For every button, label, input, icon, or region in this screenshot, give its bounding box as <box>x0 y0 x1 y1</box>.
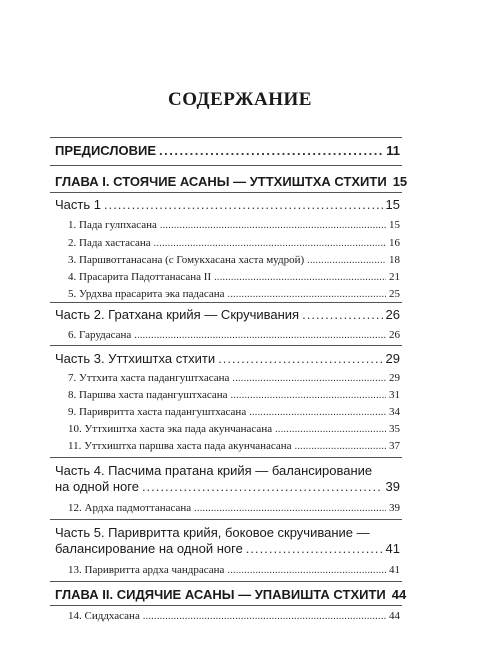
toc-item[interactable] <box>68 329 400 341</box>
toc-title: 7. Уттхита хаста падангуштхасана <box>68 372 230 384</box>
toc-page: 15 <box>385 197 400 212</box>
toc-part-4-line1: Часть 4. Пасчима пратана крийя — балансирование <box>55 463 373 478</box>
toc-title: 3. Паршвоттанасана (с Гомукхасана хаста мудрой) <box>68 254 305 266</box>
toc-item[interactable] <box>68 254 400 266</box>
toc-item[interactable] <box>68 372 400 384</box>
toc-title: 2. Пада хастасана <box>68 237 151 249</box>
toc-page: 25 <box>389 288 400 300</box>
toc-page: 41 <box>385 541 400 556</box>
leader-dots <box>246 541 383 556</box>
leader-dots <box>302 307 382 322</box>
toc-part-5[interactable] <box>55 541 400 556</box>
toc-item[interactable] <box>68 564 400 576</box>
toc-title: 9. Паривритта хаста падангуштхасана <box>68 406 247 418</box>
toc-title: Часть 3. Уттхиштха стхити <box>55 351 216 366</box>
toc-page: 44 <box>389 610 400 622</box>
toc-part-1[interactable] <box>55 197 400 212</box>
leader-dots <box>214 272 386 283</box>
toc-title: 1. Пада гулпхасана <box>68 219 157 231</box>
toc-title: ГЛАВА II. СИДЯЧИЕ АСАНЫ — УПАВИШТА СТХИТИ <box>55 587 386 602</box>
toc-title: 13. Паривритта ардха чандрасана <box>68 564 225 576</box>
divider <box>50 581 402 582</box>
leader-dots <box>228 289 386 300</box>
toc-chapter-1[interactable] <box>55 174 408 189</box>
toc-title: на одной ноге <box>55 479 139 494</box>
toc-page: 29 <box>389 372 400 384</box>
toc-item[interactable] <box>68 440 400 452</box>
toc-page: 26 <box>389 329 400 341</box>
divider <box>50 519 402 520</box>
toc-item[interactable] <box>68 423 400 435</box>
divider <box>50 192 402 193</box>
toc-page: 18 <box>389 254 400 266</box>
toc-title: 10. Уттхиштха хаста эка пада акунчанасана <box>68 423 273 435</box>
toc-page: 37 <box>389 440 400 452</box>
toc-item[interactable] <box>68 219 400 231</box>
toc-title: ГЛАВА I. СТОЯЧИЕ АСАНЫ — УТТХИШТХА СТХИТИ <box>55 174 387 189</box>
toc-part-5-line1: Часть 5. Паривритта крийя, боковое скручивание — <box>55 525 370 540</box>
toc-item[interactable] <box>68 406 400 418</box>
toc-item[interactable] <box>68 610 400 622</box>
leader-dots <box>194 503 386 514</box>
toc-page: 44 <box>391 587 407 602</box>
leader-dots <box>142 479 383 494</box>
leader-dots <box>231 390 387 401</box>
toc-page: 21 <box>389 271 400 283</box>
toc-page: 34 <box>389 406 400 418</box>
toc-part-2[interactable] <box>55 307 400 322</box>
toc-page: 41 <box>389 564 400 576</box>
toc-title: 8. Паршва хаста падангуштхасана <box>68 389 228 401</box>
leader-dots <box>218 351 382 366</box>
toc-part-3[interactable] <box>55 351 400 366</box>
toc-title: Часть 1 <box>55 197 101 212</box>
divider <box>50 302 402 303</box>
toc-title: 6. Гарудасана <box>68 329 132 341</box>
toc-item[interactable] <box>68 389 400 401</box>
divider <box>50 137 402 138</box>
toc-page: 39 <box>389 502 400 514</box>
toc-page: 11 <box>386 143 400 158</box>
toc-page: 31 <box>389 389 400 401</box>
toc-chapter-preface[interactable] <box>55 143 400 158</box>
toc-page: 16 <box>389 237 400 249</box>
toc-title: балансирование на одной ноге <box>55 541 243 556</box>
leader-dots <box>227 565 386 576</box>
toc-page: 26 <box>385 307 400 322</box>
leader-dots <box>232 373 386 384</box>
leader-dots <box>275 424 386 435</box>
toc-item[interactable] <box>68 237 400 249</box>
divider <box>50 345 402 346</box>
toc-page: 15 <box>392 174 408 189</box>
divider <box>50 605 402 606</box>
leader-dots <box>134 330 386 341</box>
toc-title: 11. Уттхиштха паршва хаста пада акунчанасана <box>68 440 292 452</box>
leader-dots <box>249 407 386 418</box>
leader-dots <box>160 220 386 231</box>
divider <box>50 165 402 166</box>
toc-part-4[interactable] <box>55 479 400 494</box>
toc-page: 15 <box>389 219 400 231</box>
toc-item[interactable] <box>68 502 400 514</box>
toc-page: 29 <box>385 351 400 366</box>
toc-title: Часть 2. Гратхана крийя — Скручивания <box>55 307 300 322</box>
leader-dots <box>159 143 383 158</box>
toc-title: ПРЕДИСЛОВИЕ <box>55 143 156 158</box>
leader-dots <box>143 611 386 622</box>
toc-item[interactable] <box>68 288 400 300</box>
divider <box>50 457 402 458</box>
toc-page: 35 <box>389 423 400 435</box>
toc-title: 12. Ардха падмоттанасана <box>68 502 192 514</box>
page-title: СОДЕРЖАНИЕ <box>168 89 312 110</box>
toc-title: 14. Сиддхасана <box>68 610 140 622</box>
toc-chapter-2[interactable] <box>55 587 407 602</box>
toc-title: 5. Урдхва прасарита эка падасана <box>68 288 225 300</box>
toc-page: 39 <box>385 479 400 494</box>
toc-title: 4. Прасарита Падоттанасана II <box>68 271 212 283</box>
toc-item[interactable] <box>68 271 400 283</box>
leader-dots <box>295 441 386 452</box>
leader-dots <box>154 238 386 249</box>
leader-dots <box>104 197 383 212</box>
leader-dots <box>307 255 386 266</box>
